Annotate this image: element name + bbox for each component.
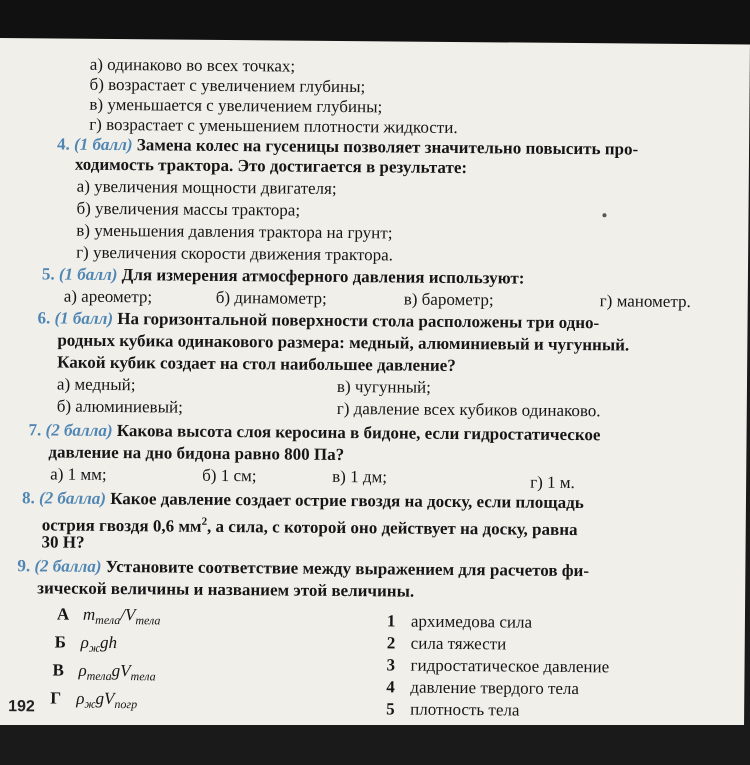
q8-number: 8.	[21, 488, 35, 508]
page-number: 192	[8, 698, 35, 716]
book-page	[0, 38, 750, 757]
q4-number: 4.	[56, 134, 70, 154]
q8-text-line2-end: , а сила, с которой оно действует на доску, равна	[206, 516, 578, 540]
q6-text-line1: На горизонтальной поверхности стола расположены три одно-	[117, 309, 600, 333]
background-bottom	[0, 725, 750, 765]
q8-text-line2	[42, 510, 578, 540]
q7-option-a: а) 1 мм;	[50, 464, 107, 484]
q6-option-b: б) алюминиевый;	[56, 396, 183, 417]
q5-header	[42, 264, 525, 288]
q4-text-line2: ходимость трактора. Это достигается в результате:	[74, 154, 468, 178]
q5-option-a: а) ареометр;	[63, 286, 153, 307]
q8-text-line2-start: острия гвоздя 0,6 мм	[41, 515, 202, 536]
q6-option-d: г) давление всех кубиков одинаково.	[336, 398, 601, 421]
q9-option-5: 5 плотность тела	[386, 699, 520, 720]
q4-text-line1: Замена колес на гусеницы позволяет значительно повысить про-	[136, 135, 639, 159]
q7-text-line2: давление на дно бидона равно 800 Па?	[48, 442, 345, 465]
q7-option-c: в) 1 дм;	[332, 466, 388, 487]
q7-header	[28, 420, 600, 445]
q6-points: (1 балл)	[54, 308, 114, 328]
q9-formula-a: А $m_{тела}/V_{тела}$	[56, 604, 161, 628]
q8-text-line3: 30 Н?	[41, 532, 85, 552]
q9-text-line2: зической величины и названием этой величины.	[37, 578, 415, 601]
q7-number: 7.	[28, 420, 42, 440]
q8-header	[22, 488, 584, 513]
q6-option-a: а) медный;	[56, 374, 136, 395]
q6-number: 6.	[37, 308, 51, 328]
q9-formula-b: Б $\rho_жgh$	[54, 632, 118, 655]
q3-option-c: в) уменьшается с увеличением глубины;	[89, 94, 383, 117]
ink-speck	[602, 213, 606, 217]
q6-header	[37, 308, 599, 333]
q4-points: (1 балл)	[73, 134, 133, 155]
q9-option-4: 4 давление твердого тела	[386, 677, 580, 699]
q9-option-2: 2 сила тяжести	[386, 633, 507, 654]
q7-points: (2 балла)	[45, 420, 113, 440]
q4-option-d: г) увеличения скорости движения трактора.	[76, 242, 394, 265]
q5-option-c: в) барометр;	[403, 289, 494, 310]
q9-header	[17, 556, 589, 581]
q4-option-a: а) увеличения мощности двигателя;	[76, 176, 337, 198]
q5-number: 5.	[41, 264, 55, 284]
q6-text-line3: Какой кубик создает на стол наибольшее давление?	[57, 352, 456, 375]
q4-option-b: б) увеличения массы трактора;	[76, 198, 301, 220]
q5-points: (1 балл)	[58, 264, 118, 285]
q9-points: (2 балла)	[34, 556, 102, 576]
q8-points: (2 балла)	[38, 488, 107, 508]
q9-formula-d: Г $\rho_жgV_{погр}$	[50, 688, 138, 712]
q9-text-line1: Установите соответствие между выражением для расчетов фи-	[105, 556, 590, 581]
q5-option-b: б) динамометр;	[215, 287, 327, 308]
q7-option-b: б) 1 см;	[202, 465, 257, 486]
q7-option-d: г) 1 м.	[530, 472, 575, 493]
q5-option-d: г) манометр.	[599, 291, 691, 312]
q9-formula-c: В $\rho_{тела}gV_{тела}$	[52, 660, 156, 684]
q9-number: 9.	[17, 556, 31, 576]
q8-text-line1: Какое давление создает острие гвоздя на доску, если площадь	[110, 488, 584, 513]
q6-text-line2: родных кубика одинакового размера: медный, алюминиевый и чугунный.	[57, 330, 630, 355]
q7-text-line1: Какова высота слоя керосина в бидоне, если гидростатическое	[116, 421, 601, 445]
q3-option-d: г) возрастает с уменьшением плотности жидкости.	[89, 114, 458, 137]
q8-superscript: 2	[201, 515, 208, 528]
q5-text: Для измерения атмосферного давления используют:	[121, 265, 525, 288]
q4-option-c: в) уменьшения давления трактора на грунт;	[76, 220, 393, 243]
q9-option-1: 1 архимедова сила	[386, 611, 533, 632]
q6-option-c: в) чугунный;	[336, 376, 431, 397]
q3-option-a: а) одинаково во всех точках;	[89, 54, 296, 76]
q9-option-3: 3 гидростатическое давление	[386, 655, 610, 677]
q3-option-b: б) возрастает с увеличением глубины;	[89, 74, 366, 97]
